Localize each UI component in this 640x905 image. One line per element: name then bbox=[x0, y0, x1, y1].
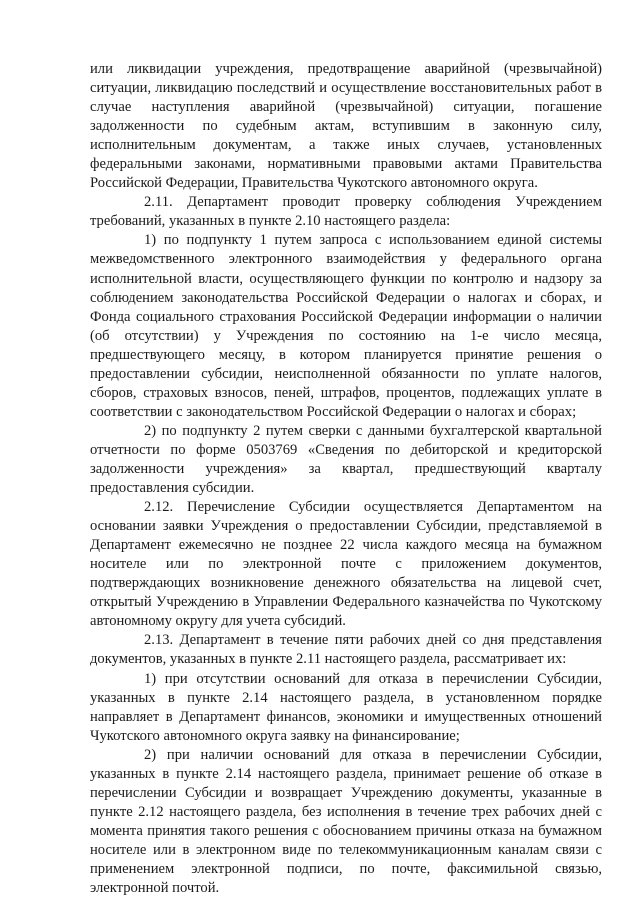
paragraph-2-11-item-1: 1) по подпункту 1 путем запроса с использованием единой системы межведомственного электронного взаимодействия у федерального органа исполнительной власти, осуществляющего функции по контролю и надзору за соблюдением законодательства Российской Федерации о налогах и сборах, и Фонда социального страхования Российской Федерации информации о наличии (об отсутствии) у Учреждения по состоянию на 1-е число месяца, предшествующего месяцу, в котором планируется принятие решения о предоставлении субсидии, неисполненной обязанности по уплате налогов, сборов, страховых взносов, пеней, штрафов, процентов, подлежащих уплате в соответствии с законодательством Российской Федерации о налогах и сборах; bbox=[90, 232, 602, 420]
paragraph-continuation: или ликвидации учреждения, предотвращение аварийной (чрезвычайной) ситуации, ликвидацию последствий и осуществление восстановительных работ в случае наступления аварийной (чрезвычайной) ситуации, погашение задолженности по судебным актам, вступившим в законную силу, исполнительным документам, а также иных случаев, установленных федеральными законами, нормативными правовыми актами Правительства Российской Федерации, Правительства Чукотского автономного округа. bbox=[90, 61, 602, 192]
document-page bbox=[90, 60, 602, 898]
paragraph-2-13: 2.13. Департамент в течение пяти рабочих дней со дня представления документов, указанных в пункте 2.11 настоящего раздела, рассматривает их: bbox=[90, 632, 602, 668]
paragraph-2-11-item-2: 2) по подпункту 2 путем сверки с данными бухгалтерской квартальной отчетности по форме 0503769 «Сведения по дебиторской и кредиторской задолженности учреждения» за квартал, предшествующий кварталу предоставления субсидии. bbox=[90, 422, 602, 497]
paragraph-2-11: 2.11. Департамент проводит проверку соблюдения Учреждением требований, указанных в пункте 2.10 настоящего раздела: bbox=[90, 194, 602, 230]
paragraph-2-12: 2.12. Перечисление Субсидии осуществляется Департаментом на основании заявки Учреждения о предоставлении Субсидии, представляемой в Департамент ежемесячно не позднее 22 числа каждого месяца на бумажном носителе или по электронной почте с приложением документов, подтверждающих возникновение денежного обязательства на лицевой счет, открытый Учреждению в Управлении Федерального казначейства по Чукотскому автономному округу для учета субсидий. bbox=[90, 499, 602, 630]
paragraph-2-13-item-1: 1) при отсутствии оснований для отказа в перечислении Субсидии, указанных в пункте 2.14 настоящего раздела, в установленном порядке направляет в Департамент финансов, экономики и имущественных отношений Чукотского автономного округа заявку на финансирование; bbox=[90, 670, 602, 744]
paragraph-2-13-item-2: 2) при наличии оснований для отказа в перечислении Субсидии, указанных в пункте 2.14 настоящего раздела, принимает решение об отказе в перечислении Субсидии и возвращает Учреждению документы, указанные в пункте 2.12 настоящего раздела, без исполнения в течение трех рабочих дней с момента принятия такого решения с обоснованием причины отказа на бумажном носителе или в электронном виде по телекоммуникационным каналам связи с применением электронной подписи, по почте, факсимильной связью, электронной почтой. bbox=[90, 746, 602, 897]
